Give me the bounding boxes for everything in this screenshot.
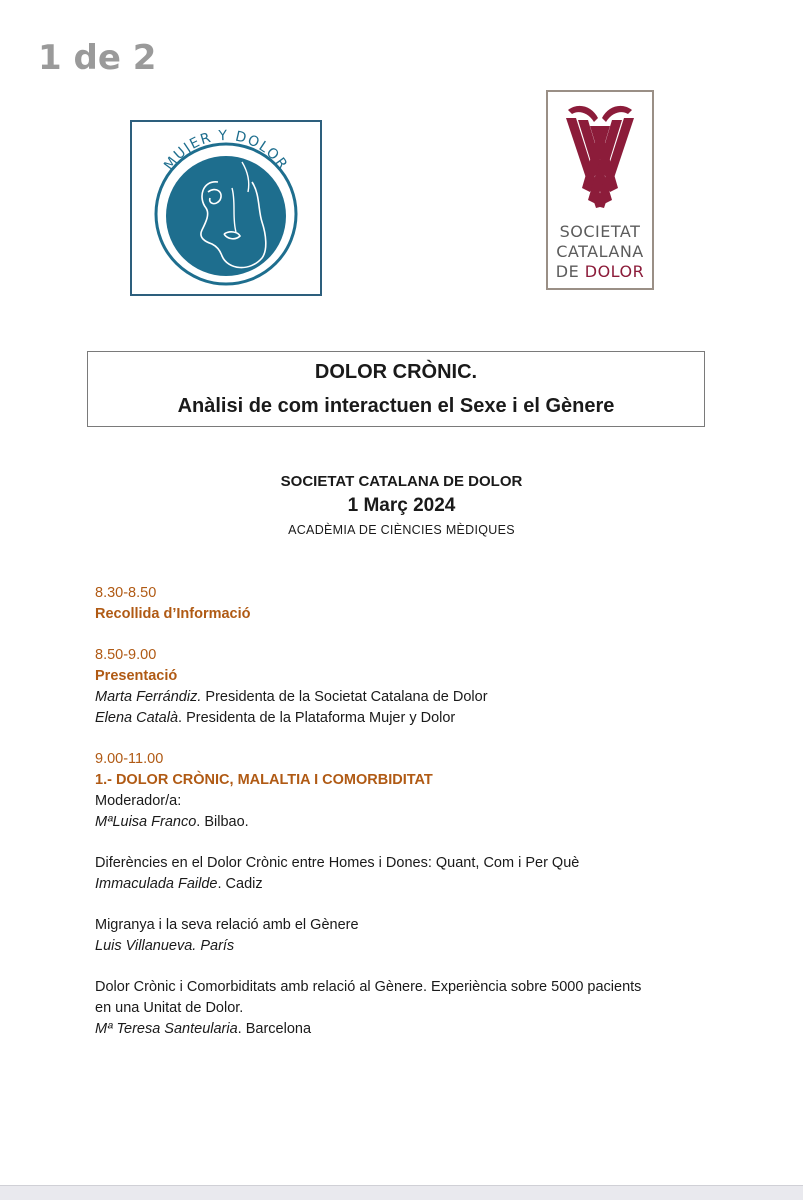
moderator-name: MªLuisa Franco bbox=[95, 814, 197, 830]
scd-logo-line-2: CATALANA bbox=[556, 242, 644, 261]
time-slot-3: 9.00-11.00 bbox=[95, 751, 164, 767]
venue: ACADÈMIA DE CIÈNCIES MÈDIQUES bbox=[288, 523, 515, 537]
talk-1-speaker bbox=[95, 876, 263, 892]
talk-1-title: Diferències en el Dolor Crònic entre Homes i Dones: Quant, Com i Per Què bbox=[95, 855, 580, 871]
mujer-y-dolor-emblem-icon bbox=[132, 122, 320, 294]
presenter-2-name: Elena Català bbox=[95, 710, 179, 726]
moderator bbox=[95, 814, 249, 830]
talk-2-title: Migranya i la seva relació amb el Gènere bbox=[95, 917, 359, 933]
talk-3-speaker-city: . Barcelona bbox=[237, 1021, 312, 1037]
event-date: 1 Març 2024 bbox=[347, 495, 456, 516]
talk-3-speaker bbox=[95, 1021, 311, 1037]
talk-1-speaker-name: Immaculada Failde bbox=[95, 876, 218, 892]
talk-3-speaker-name: Mª Teresa Santeularia bbox=[95, 1021, 238, 1037]
time-slot-1: 8.30-8.50 bbox=[95, 585, 157, 601]
section-title-2: Presentació bbox=[95, 668, 178, 684]
scd-logo-de: DE bbox=[555, 262, 585, 281]
presenter-1-role: Presidenta de la Societat Catalana de Dolor bbox=[201, 689, 488, 705]
scd-logo-line-1: SOCIETAT bbox=[559, 222, 641, 241]
presenter-2 bbox=[95, 710, 455, 726]
talk-3-title-line-1: Dolor Crònic i Comorbiditats amb relació al Gènere. Experiència sobre 5000 pacients bbox=[95, 979, 642, 995]
talk-1-speaker-city: . Cadiz bbox=[217, 876, 263, 892]
mujer-y-dolor-logo bbox=[130, 120, 322, 296]
title-line-1: DOLOR CRÒNIC. bbox=[314, 361, 478, 383]
societat-catalana-de-dolor-logo bbox=[546, 90, 654, 290]
presenter-1 bbox=[95, 689, 488, 705]
moderator-city: . Bilbao. bbox=[196, 814, 249, 830]
organization-heading: SOCIETAT CATALANA DE DOLOR bbox=[280, 473, 523, 490]
presenter-1-name: Marta Ferrándiz. bbox=[95, 689, 202, 705]
section-title-1: Recollida d’Informació bbox=[95, 606, 251, 622]
talk-3-title-line-2: en una Unitat de Dolor. bbox=[95, 1000, 244, 1016]
title-line-2: Anàlisi de com interactuen el Sexe i el Gènere bbox=[177, 395, 615, 417]
talk-2-speaker: Luis Villanueva. París bbox=[95, 938, 235, 954]
bottom-scroll-bar[interactable] bbox=[0, 1185, 803, 1200]
time-slot-2: 8.50-9.00 bbox=[95, 647, 157, 663]
title-box bbox=[87, 351, 705, 427]
svg-text:MUJER Y DOLOR: MUJER Y DOLOR bbox=[161, 127, 291, 174]
page-indicator: 1 de 2 bbox=[38, 38, 157, 78]
scd-logo-dolor: DOLOR bbox=[584, 262, 645, 281]
section-title-3: 1.- DOLOR CRÒNIC, MALALTIA I COMORBIDITAT bbox=[95, 772, 433, 788]
scd-logo-line-3 bbox=[548, 262, 652, 281]
scd-heart-emblem-icon bbox=[548, 96, 652, 220]
presenter-2-role: . Presidenta de la Plataforma Mujer y Dolor bbox=[178, 710, 456, 726]
moderator-label: Moderador/a: bbox=[95, 793, 182, 809]
